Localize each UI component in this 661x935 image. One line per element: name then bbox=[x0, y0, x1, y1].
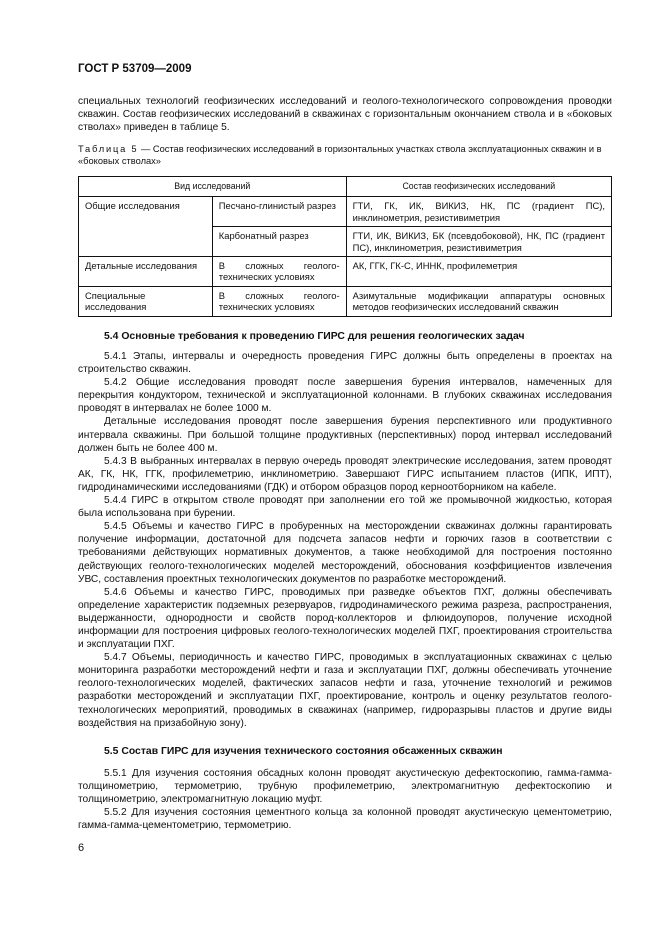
section-5-4-body bbox=[78, 350, 612, 730]
document-header: ГОСТ Р 53709—2009 bbox=[78, 63, 192, 75]
paragraph-5-4-6: 5.4.6 Объемы и качество ГИРС, проводимых при разведке объектов ПХГ, должны обеспечивать определение характеристик подземных резервуаров, гидродинамического режима разреза, распространения, выдержанности, однородности и свойств пород-коллекторов и флюидоупоров, получение исходной информации для построения цифровых геолого-технологических моделей ПХГ, проектирования строительства и эксплуатации ПХГ. bbox=[78, 586, 612, 651]
table-header-row bbox=[79, 177, 612, 197]
table-caption-label: Таблица 5 bbox=[78, 144, 139, 154]
row-condition: Песчано-глинистый разрез bbox=[212, 197, 346, 227]
table-row bbox=[79, 257, 612, 287]
row-condition: В сложных геолого-технических условиях bbox=[212, 257, 346, 287]
page-number: 6 bbox=[78, 842, 85, 854]
table-row bbox=[79, 286, 612, 316]
intro-paragraph: специальных технологий геофизических исследований и геолого-технологического сопровождения проводки скважин. Состав геофизических исследований в скважинах с горизонтальным окончанием ствола и в «боковых стволах» приведен в таблице 5. bbox=[78, 96, 612, 134]
table-caption-text: — Состав геофизических исследований в горизонтальных участках ствола эксплуатационных скважин и в «боковых стволах» bbox=[78, 144, 602, 166]
paragraph-5-4-7: 5.4.7 Объемы, периодичность и качество ГИРС, проводимых в эксплуатационных скважинах с целью мониторинга разработки месторождений нефти и газа и эксплуатации ПХГ, должны обеспечивать уточнение геолого-технологических моделей, фактических запасов нефти и газа, уточнение технологий и режимов разработки месторождений и эксплуатации ПХГ, проектирование, контроль и оценку результатов геолого-технологических мероприятий, проводимых в скважинах (например, гидроразрывы пластов и другие виды воздействия на призабойную зону). bbox=[78, 652, 612, 729]
section-5-4-title: 5.4 Основные требования к проведению ГИРС для решения геологических задач bbox=[104, 331, 525, 342]
paragraph-5-5-1: 5.5.1 Для изучения состояния обсадных колонн проводят акустическую дефектоскопию, гамма-гамма-толщинометрию, термометрию, трубную профилеметрию, электромагнитную дефектоскопию и толщинометрию, электромагнитную локацию муфт. bbox=[78, 768, 612, 806]
paragraph-5-4-5: 5.4.5 Объемы и качество ГИРС в пробуренных на месторождении скважинах должны гарантировать получение информации, достаточной для подсчета запасов нефти и горючих газов в соответствии с требованиями действующих нормативных документов, а также необходимой для построения постоянно действующих геолого-технологических моделей месторождений, обоснования коэффициентов извлечения УВС, составления проектных технологических документов по разработке месторождений. bbox=[78, 521, 612, 585]
row-composition: Азимутальные модификации аппаратуры основных методов геофизических исследований скважин bbox=[346, 286, 611, 316]
row-composition: ГТИ, ИК, ВИКИЗ, БК (псевдобоковой), НК, ПС (градиент ПС), инклинометрия, резистивиметрия bbox=[346, 227, 611, 257]
table-caption bbox=[78, 144, 612, 167]
header-research-composition: Состав геофизических исследований bbox=[346, 177, 611, 197]
table-5 bbox=[78, 176, 612, 317]
row-group-detailed: Детальные исследования bbox=[79, 257, 213, 287]
row-group-general: Общие исследования bbox=[79, 197, 213, 257]
table-row bbox=[79, 197, 612, 227]
section-5-5-title: 5.5 Состав ГИРС для изучения технического состояния обсаженных скважин bbox=[104, 746, 503, 757]
section-5-5-body bbox=[78, 767, 612, 832]
paragraph-5-4-2-detail: Детальные исследования проводят после завершения бурения перспективного или продуктивного интервала скважины. При большой толщине продуктивных (перспективных) пород интервал исследований должен быть не более 400 м. bbox=[78, 416, 612, 454]
row-composition: АК, ГГК, ГК-С, ИННК, профилеметрия bbox=[346, 257, 611, 287]
paragraph-5-4-2: 5.4.2 Общие исследования проводят после завершения бурения интервалов, намеченных для перекрытия кондуктором, технической и эксплуатационной колоннами. В глубоких скважинах исследования проводят в интервалах не более 1000 м. bbox=[78, 377, 612, 415]
header-research-type: Вид исследований bbox=[79, 177, 347, 197]
intro-text bbox=[78, 95, 612, 134]
row-condition: В сложных геолого-технических условиях bbox=[212, 286, 346, 316]
paragraph-5-4-1: 5.4.1 Этапы, интервалы и очередность проведения ГИРС должны быть определены в проектах на строительство скважин. bbox=[78, 351, 612, 376]
paragraph-5-5-2: 5.5.2 Для изучения состояния цементного кольца за колонной проводят акустическую цементометрию, гамма-гамма-цементометрию, термометрию. bbox=[78, 807, 612, 832]
paragraph-5-4-4: 5.4.4 ГИРС в открытом стволе проводят при заполнении его той же промывочной жидкостью, которая была использована при бурении. bbox=[78, 495, 612, 520]
row-group-special: Специальные исследования bbox=[79, 286, 213, 316]
row-condition: Карбонатный разрез bbox=[212, 227, 346, 257]
paragraph-5-4-3: 5.4.3 В выбранных интервалах в первую очередь проводят электрические исследования, затем проводят АК, ГК, НК, ГГК, профилеметрию, инклинометрию. Завершают ГИРС испытанием пластов (ИПК, ИПТ), гидродинамическими исследованиями (ГДК) и отбором образцов пород керноотборником на кабеле. bbox=[78, 455, 612, 493]
row-composition: ГТИ, ГК, ИК, ВИКИЗ, НК, ПС (градиент ПС), инклинометрия, резистивиметрия bbox=[346, 197, 611, 227]
